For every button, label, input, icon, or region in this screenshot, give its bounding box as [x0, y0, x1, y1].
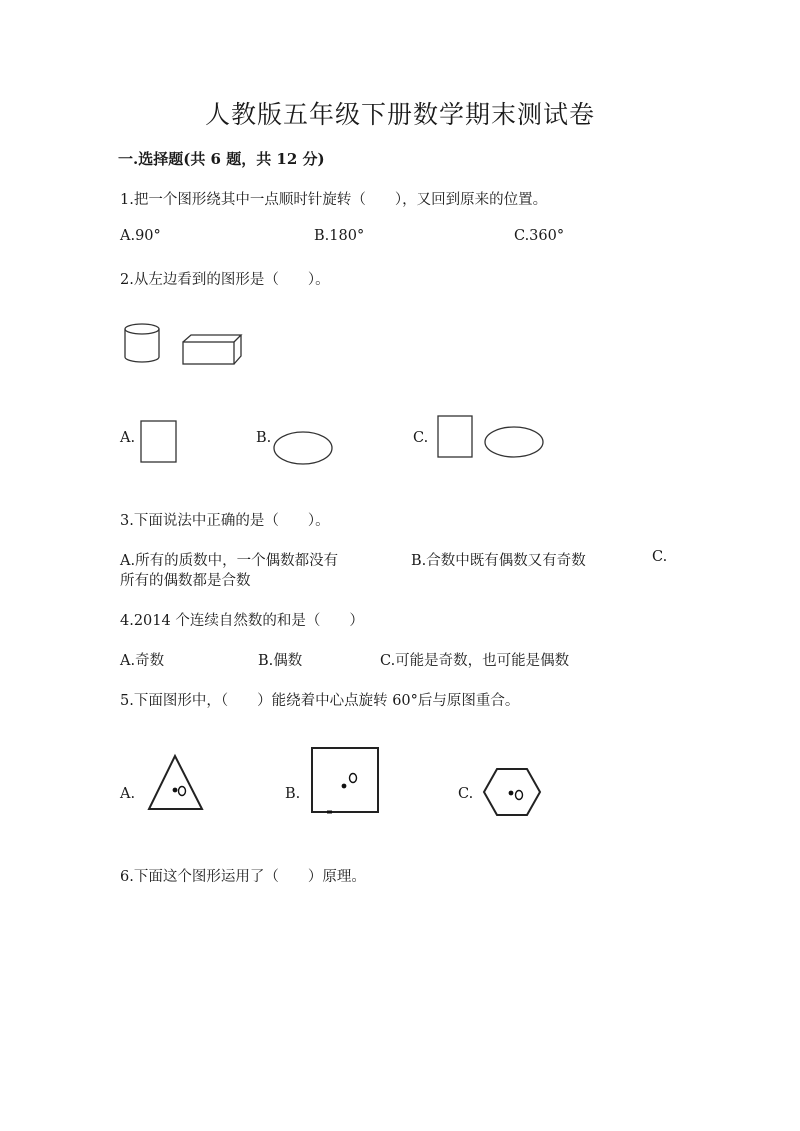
question-5-option-c[interactable]: C.: [458, 786, 474, 802]
square-icon: [437, 415, 475, 459]
ellipse-icon: [484, 425, 546, 461]
question-1-option-b[interactable]: B.180°: [314, 228, 365, 244]
question-2-stem: 2.从左边看到的图形是（ ）。: [120, 272, 330, 288]
ellipse-icon: [273, 431, 335, 467]
question-2-option-c[interactable]: C.: [413, 430, 429, 446]
question-1-option-a[interactable]: A.90°: [120, 228, 161, 244]
cuboid-icon: [182, 334, 244, 366]
question-2-option-a[interactable]: A.: [120, 430, 136, 446]
question-1-option-c[interactable]: C.360°: [514, 228, 565, 244]
section-heading: 一.选择题(共 6 题，共 12 分): [118, 150, 325, 168]
cylinder-icon: [124, 323, 164, 365]
question-4-option-a[interactable]: A.奇数: [120, 653, 165, 669]
square-icon: [140, 420, 178, 464]
question-2-option-b[interactable]: B.: [256, 430, 272, 446]
question-3-option-c-text: 所有的偶数都是合数: [120, 573, 251, 589]
question-5-option-a[interactable]: A.: [120, 786, 136, 802]
question-5-stem: 5.下面图形中，（ ）能绕着中心点旋转 60°后与原图重合。: [120, 693, 520, 709]
question-1-stem: 1.把一个图形绕其中一点顺时针旋转（ ），又回到原来的位置。: [120, 192, 548, 208]
square-icon: [310, 746, 380, 816]
question-4-option-b[interactable]: B.偶数: [258, 653, 303, 669]
question-4-option-c[interactable]: C.可能是奇数，也可能是偶数: [380, 653, 570, 669]
question-3-option-c[interactable]: C.: [652, 549, 668, 565]
page-title: 人教版五年级下册数学期末测试卷: [204, 100, 595, 129]
question-3-option-b[interactable]: B.合数中既有偶数又有奇数: [411, 553, 586, 569]
question-4-stem: 4.2014 个连续自然数的和是（ ）: [120, 613, 364, 629]
question-6-stem: 6.下面这个图形运用了（ ）原理。: [120, 869, 366, 885]
question-3-stem: 3.下面说法中正确的是（ ）。: [120, 513, 330, 529]
triangle-icon: [146, 754, 206, 812]
question-5-option-b[interactable]: B.: [285, 786, 301, 802]
hexagon-icon: [481, 767, 543, 821]
question-3-option-a[interactable]: A.所有的质数中，一个偶数都没有: [120, 553, 339, 569]
